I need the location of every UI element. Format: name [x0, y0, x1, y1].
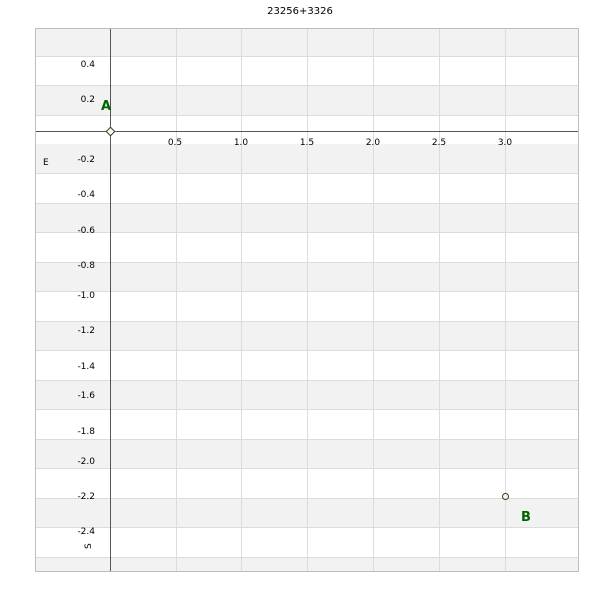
x-tick-label: 0.5 — [167, 138, 183, 148]
gridline-horizontal — [36, 350, 578, 351]
gridline-horizontal — [36, 468, 578, 469]
y-tick-label: -0.2 — [77, 155, 95, 165]
y-tick-label: -1.0 — [77, 291, 95, 301]
x-tick-label: 1.0 — [233, 138, 249, 148]
data-point-a-label: A — [101, 99, 112, 114]
gridline-horizontal — [36, 380, 578, 381]
gridline-horizontal — [36, 115, 578, 116]
gridline-horizontal — [36, 439, 578, 440]
y-tick-label: -1.4 — [77, 362, 95, 372]
gridline-horizontal — [36, 262, 578, 263]
y-tick-label: -0.8 — [77, 261, 95, 271]
y-tick-label: -1.6 — [77, 391, 95, 401]
data-point-a[interactable] — [106, 127, 116, 137]
gridline-horizontal — [36, 557, 578, 558]
plot-area — [35, 28, 579, 572]
x-tick-label: 2.5 — [431, 138, 447, 148]
y-tick-label: -0.4 — [77, 190, 95, 200]
gridline-vertical — [307, 29, 308, 571]
data-point-b-label: B — [521, 510, 531, 525]
edge-label-east: E — [43, 158, 49, 168]
gridline-horizontal — [36, 173, 578, 174]
gridline-vertical — [439, 29, 440, 571]
gridline-horizontal — [36, 409, 578, 410]
gridline-vertical — [241, 29, 242, 571]
x-tick-label: 1.5 — [299, 138, 315, 148]
gridline-horizontal — [36, 498, 578, 499]
y-tick-label: 0.4 — [80, 60, 95, 70]
y-tick-label: -2.2 — [77, 492, 95, 502]
gridline-horizontal — [36, 291, 578, 292]
y-tick-label: -0.6 — [77, 226, 95, 236]
edge-label-south: S — [84, 543, 94, 549]
gridline-vertical — [505, 29, 506, 571]
y-tick-label: -2.0 — [77, 457, 95, 467]
y-tick-label: 0.2 — [80, 95, 95, 105]
x-tick-label: 2.0 — [365, 138, 381, 148]
gridline-horizontal — [36, 85, 578, 86]
gridline-horizontal — [36, 203, 578, 204]
y-tick-label: -1.8 — [77, 427, 95, 437]
x-axis-line — [36, 131, 578, 132]
gridline-horizontal — [36, 527, 578, 528]
gridline-horizontal — [36, 321, 578, 322]
gridline-vertical — [176, 29, 177, 571]
y-tick-label: -2.4 — [77, 527, 95, 537]
y-tick-label: -1.2 — [77, 326, 95, 336]
chart-title: 23256+3326 — [267, 6, 333, 17]
gridline-vertical — [373, 29, 374, 571]
x-tick-label: 3.0 — [497, 138, 513, 148]
gridline-horizontal — [36, 56, 578, 57]
gridline-horizontal — [36, 232, 578, 233]
data-point-b[interactable] — [502, 493, 509, 500]
